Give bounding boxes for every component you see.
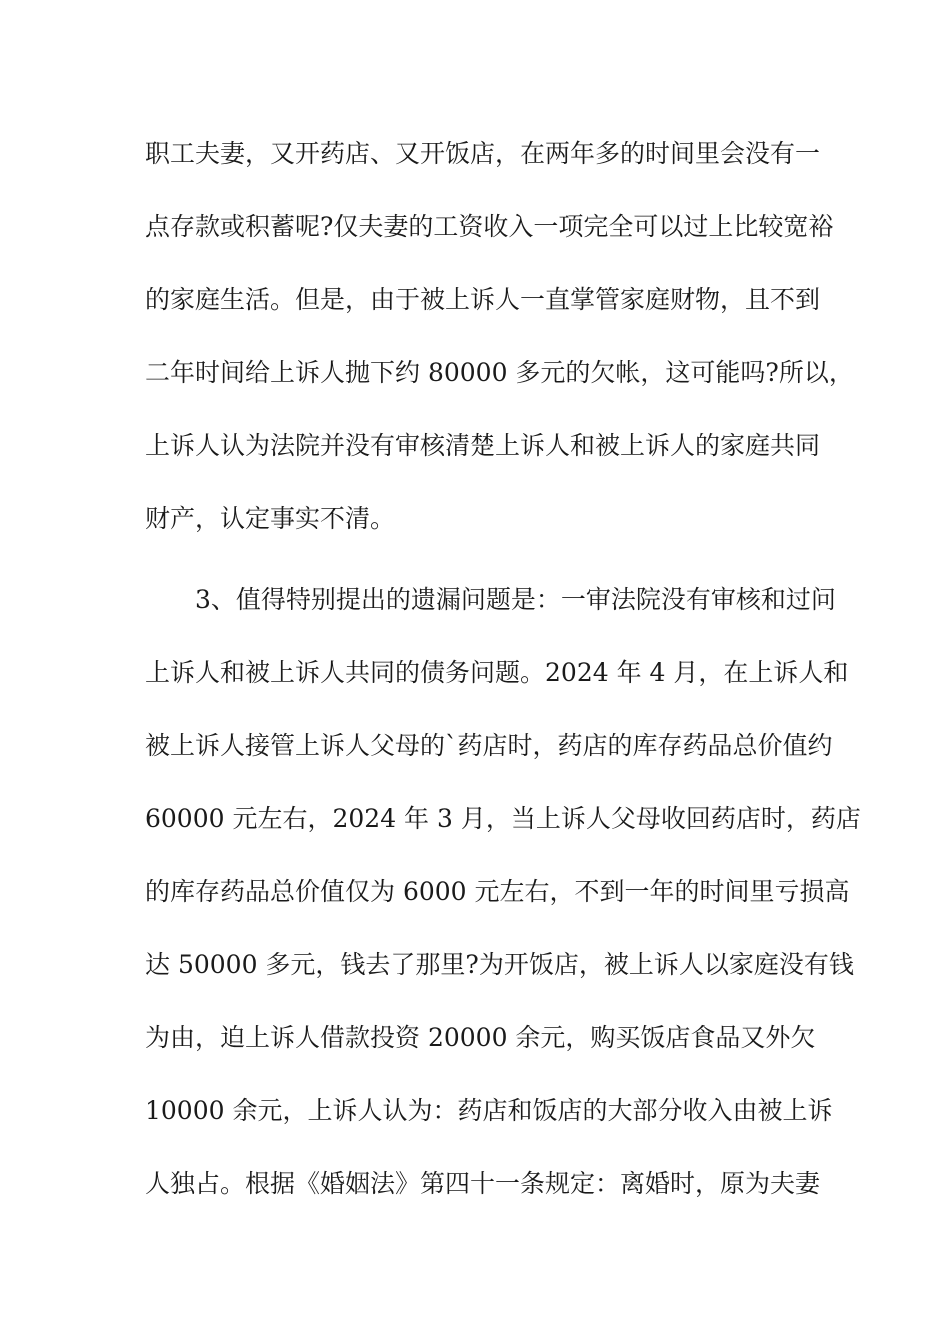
text-line: 点存款或积蓄呢?仅夫妻的工资收入一项完全可以过上比较宽裕 xyxy=(145,212,834,241)
text-line: 上诉人认为法院并没有审核清楚上诉人和被上诉人的家庭共同 xyxy=(145,431,821,460)
text-line: 为由，迫上诉人借款投资 20000 余元，购买饭店食品又外欠 xyxy=(145,1023,816,1052)
text-line: 达 50000 多元，钱去了那里?为开饭店，被上诉人以家庭没有钱 xyxy=(145,950,854,979)
text-line: 10000 余元，上诉人认为：药店和饭店的大部分收入由被上诉 xyxy=(145,1096,833,1125)
text-line: 人独占。根据《婚姻法》第四十一条规定：离婚时，原为夫妻 xyxy=(145,1169,821,1198)
text-line: 职工夫妻，又开药店、又开饭店，在两年多的时间里会没有一 xyxy=(145,139,821,168)
text-line: 的库存药品总价值仅为 6000 元左右，不到一年的时间里亏损高 xyxy=(145,877,850,906)
text-line: 财产，认定事实不清。 xyxy=(145,504,396,533)
text-line: 的家庭生活。但是，由于被上诉人一直掌管家庭财物，且不到 xyxy=(145,285,821,314)
text-line: 上诉人和被上诉人共同的债务问题。2024 年 4 月，在上诉人和 xyxy=(145,658,849,687)
text-line: 二年时间给上诉人抛下约 80000 多元的欠帐，这可能吗?所以， xyxy=(145,358,854,387)
text-line: 60000 元左右，2024 年 3 月，当上诉人父母收回药店时，药店 xyxy=(145,804,861,833)
paragraph-first-line: 3、值得特别提出的遗漏问题是：一审法院没有审核和过问 xyxy=(195,585,836,614)
text-line: 被上诉人接管上诉人父母的`药店时，药店的库存药品总价值约 xyxy=(145,731,833,760)
